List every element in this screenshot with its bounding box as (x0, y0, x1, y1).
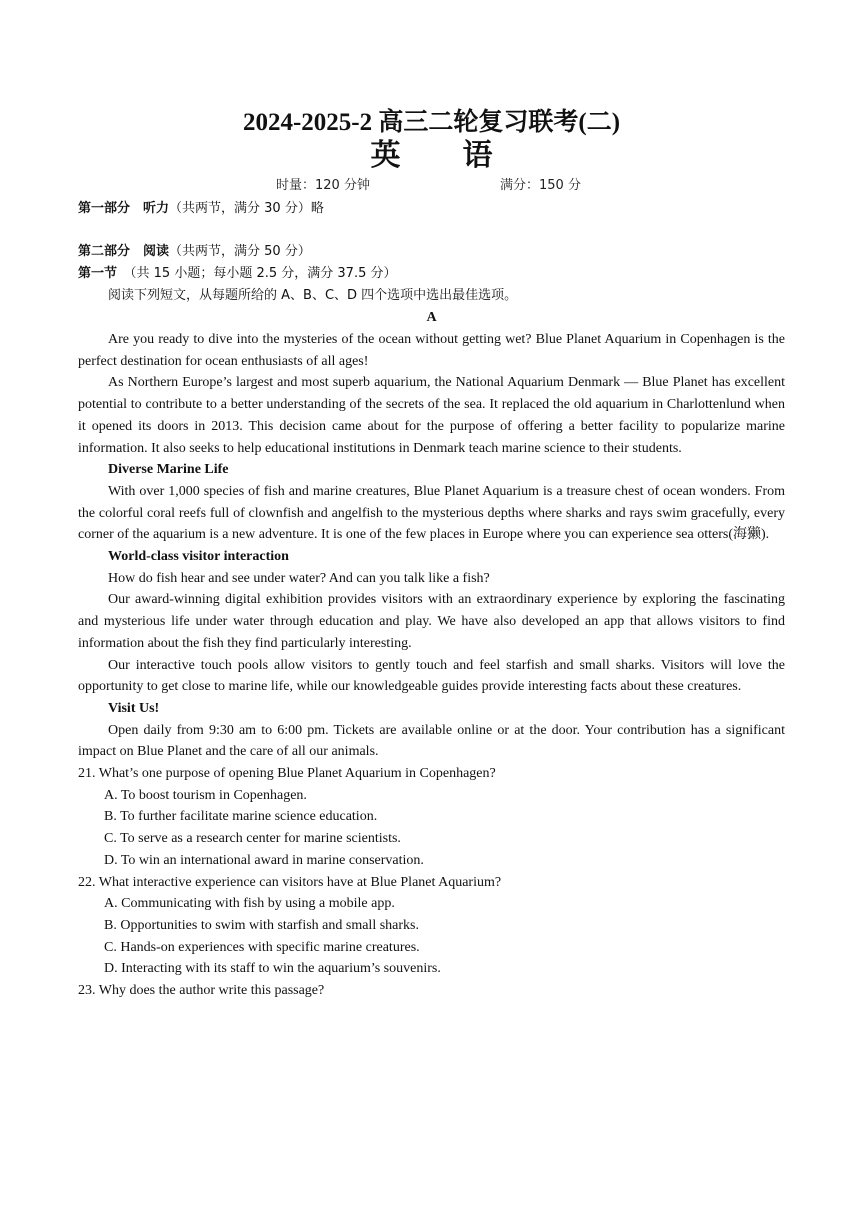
answer-option: D. To win an international award in marine conservation. (104, 852, 424, 868)
subheading: Visit Us! (108, 700, 160, 716)
answer-option: B. Opportunities to swim with starfish and small sharks. (104, 917, 419, 933)
part1-heading (78, 198, 785, 220)
subheading: World-class visitor interaction (108, 549, 289, 565)
part2-heading (78, 241, 785, 263)
subject-char-1: 英 (370, 139, 401, 172)
part2-label: 第二部分 阅读 (78, 244, 170, 259)
subject-title (78, 138, 785, 174)
question-stem: 21. What’s one purpose of opening Blue Planet Aquarium in Copenhagen? (78, 766, 496, 782)
section1-label: 第一节 (78, 266, 118, 281)
paragraph: As Northern Europe’s largest and most superb aquarium, the National Aquarium Denmark — Blue Planet has excellent potential to contribute to a better understanding of the secrets of the sea. It replaced the old aquarium in Charlottenlund when it opened its doors in 2013. This decision came about for the purpose of offering a better facility to popularize marine information. It also seeks to help educational institutions in Denmark teach marine science to their students. (78, 375, 785, 456)
paragraph: Our award-winning digital exhibition provides visitors with an extraordinary experience by exploring the fascinating and mysterious life under water through education and play. We have also developed an app that allows visitors to find information about the fish they find particularly interesting. (78, 592, 785, 651)
paragraph: How do fish hear and see under water? And can you talk like a fish? (108, 570, 490, 586)
section1-note: （共 15 小题；每小题 2.5 分，满分 37.5 分） (130, 266, 397, 281)
paragraph: Open daily from 9:30 am to 6:00 pm. Tickets are available online or at the door. Your contribution has a significant impact on Blue Planet and the care of all our animals. (78, 722, 785, 760)
exam-page (78, 108, 785, 1002)
passage (78, 329, 785, 763)
paragraph: Are you ready to dive into the mysteries of the ocean without getting wet? Blue Planet Aquarium in Copenhagen is the perfect destination for ocean enthusiasts of all ages! (78, 332, 785, 369)
answer-option: D. Interacting with its staff to win the aquarium’s souvenirs. (104, 961, 441, 977)
question-stem: 22. What interactive experience can visitors have at Blue Planet Aquarium? (78, 874, 502, 890)
paragraph: Our interactive touch pools allow visitors to gently touch and feel starfish and small sharks. Visitors will love the opportunity to get close to marine life, while our knowledgeable guides provide interesting facts about these creatures. (78, 657, 785, 695)
full-score: 满分：150 分 (500, 178, 581, 193)
answer-option: C. To serve as a research center for marine scientists. (104, 831, 401, 847)
time-limit: 时量：120 分钟 (276, 178, 370, 193)
exam-meta (78, 174, 785, 198)
questions (78, 763, 785, 1002)
paragraph: With over 1,000 species of fish and marine creatures, Blue Planet Aquarium is a treasure chest of ocean wonders. From the colorful coral reefs full of clownfish and angelfish to the mysterious depths where sharks and rays swim gracefully, every corner of the aquarium is a new adventure. It is one of the few places in Europe where you can experience sea otters(海獭). (78, 483, 785, 543)
part1-label: 第一部分 听力 (78, 201, 170, 216)
exam-title: 2024-2025-2 高三二轮复习联考(二) (242, 109, 621, 136)
answer-option: A. Communicating with fish by using a mobile app. (104, 896, 395, 912)
subject-char-2: 语 (462, 139, 493, 172)
part2-note: （共两节，满分 50 分） (169, 244, 311, 259)
question-stem: 23. Why does the author write this passage? (78, 983, 325, 999)
answer-option: B. To further facilitate marine science education. (104, 809, 378, 825)
subheading: Diverse Marine Life (108, 462, 229, 478)
part1-note: （共两节，满分 30 分）略 (169, 201, 324, 216)
instruction: 阅读下列短文，从每题所给的 A、B、C、D 四个选项中选出最佳选项。 (108, 288, 518, 303)
answer-option: A. To boost tourism in Copenhagen. (104, 787, 307, 803)
passage-letter: A (426, 310, 437, 325)
answer-option: C. Hands-on experiences with specific marine creatures. (104, 939, 420, 955)
section1-heading (78, 263, 785, 285)
